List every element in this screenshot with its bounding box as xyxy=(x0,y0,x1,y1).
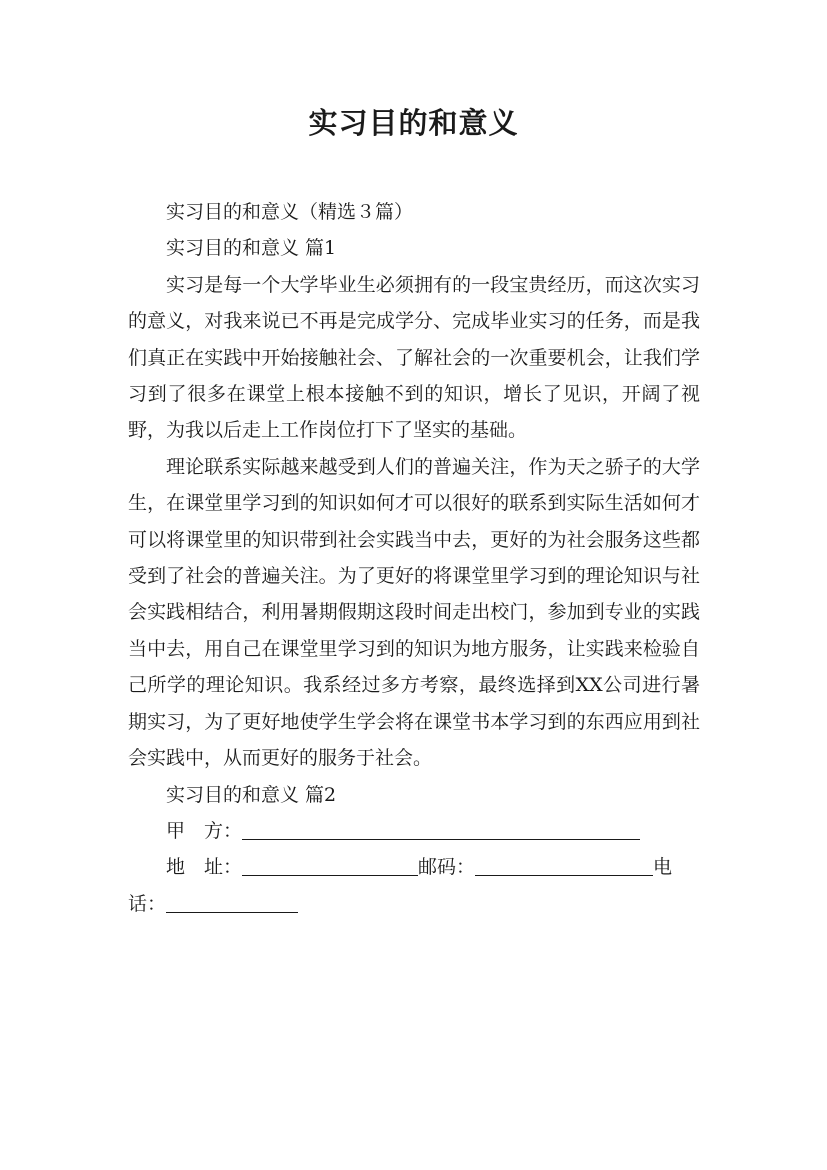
phone-label-part1: 电 xyxy=(653,856,673,879)
section-heading-1: 实习目的和意义 篇1 xyxy=(166,237,337,260)
address-blank xyxy=(242,855,418,876)
address-line xyxy=(128,849,700,885)
page-title: 实习目的和意义 xyxy=(308,106,519,140)
paragraph: 理论联系实际越来越受到人们的普遍关注，作为天之骄子的大学生，在课堂里学习到的知识如何才可以很好的联系到实际生活如何才可以将课堂里的知识带到社会实践当中去，更好的为社会服务这些都受到了社会的普遍关注。为了更好的将课堂里学习到的理论知识与社会实践相结合，利用暑期假期这段时间走出校门，参加到专业的实践当中去，用自己在课堂里学习到的知识为地方服务，让实践来检验自己所学的理论知识。我系经过多方考察，最终选择到XX公司进行暑期实习，为了更好地使学生学会将在课堂书本学习到的东西应用到社会实践中，从而更好的服务于社会。 xyxy=(128,455,700,770)
phone-line xyxy=(128,886,700,922)
party-a-blank xyxy=(242,819,640,840)
paragraph: 实习是每一个大学毕业生必须拥有的一段宝贵经历，而这次实习的意义，对我来说已不再是完成学分、完成毕业实习的任务，而是我们真正在实践中开始接触社会、了解社会的一次重要机会，让我们学习到了很多在课堂上根本接触不到的知识，增长了见识，开阔了视野，为我以后走上工作岗位打下了坚实的基础。 xyxy=(128,273,700,442)
phone-label-part2: 话： xyxy=(128,892,167,915)
phone-blank xyxy=(166,892,298,913)
document-body xyxy=(128,194,700,922)
section-heading-2: 实习目的和意义 篇2 xyxy=(166,783,337,806)
postcode-blank xyxy=(475,855,653,876)
party-a-label: 甲 方： xyxy=(166,819,243,842)
postcode-label: 邮码： xyxy=(418,856,476,879)
party-a-line xyxy=(128,813,700,849)
subtitle: 实习目的和意义（精选３篇） xyxy=(166,201,414,223)
address-label: 地 址： xyxy=(166,856,243,879)
